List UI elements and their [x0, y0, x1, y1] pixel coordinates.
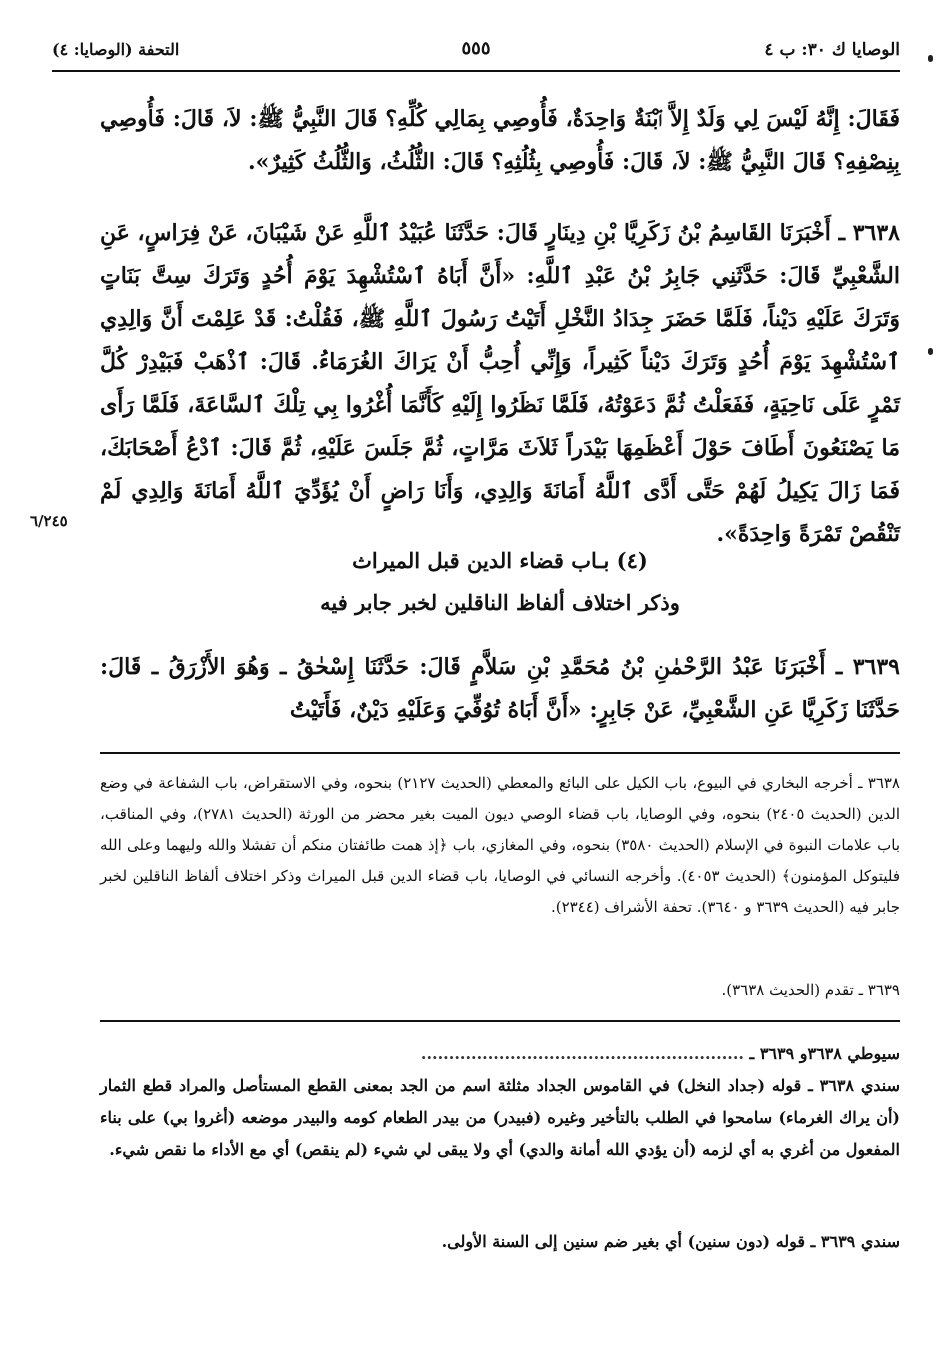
suyuti-label: سيوطي ٣٦٣٨و ٣٦٣٩ ـ [749, 1044, 900, 1063]
sindi-3638: سندي ٣٦٣٨ ـ قوله (جداد النخل) في القاموس الجداد مثلثة اسم من الجد بمعنى القطع المستأصل والمراد قطع الثمار (أن يراك الغرماء) سامحوا في الطلب بالتأخير وغيره (فبيدر) من بيدر الطعام كومه والبيدر موضعه (أغروا بي) على بناء المفعول من أغري به أي لزمه (أن يؤدي الله أمانة والدي) أي ولا يبقى لي شيء (لم ينقص) أي مع الأداء ما نقص شيء. [100, 1076, 901, 1159]
chapter-heading: (٤) بـاب قضاء الدين قبل الميراث [352, 548, 648, 573]
footnote-divider [100, 752, 900, 754]
header-tuhfa-ref: التحفة (الوصايا: ٤) [52, 40, 180, 59]
chapter-subheading: وذكر اختلاف ألفاظ الناقلين لخبر جابر فيه [320, 590, 680, 615]
hadith-3638: ٣٦٣٨ ـ أَخْبَرَنَا القَاسِمُ بْنُ زَكَرِيَّا بْنِ دِينَارٍ قَالَ: حَدَّثَنَا عُبَيْدُ ٱللَّهِ عَنْ شَيْبَانَ، عَنْ فِرَاسٍ، عَنِ الشَّعْبِيِّ قَالَ: حَدَّثَنِي جَابِرُ بْنُ عَبْدِ ٱللَّهِ: «أَنَّ أَبَاهُ ٱسْتُشْهِدَ يَوْمَ أُحُدٍ وَتَرَكَ سِتَّ بَنَاتٍ وَتَرَكَ عَلَيْهِ دَيْناً، فَلَمَّا حَضَرَ جِدَادُ النَّخْلِ أَتَيْتُ رَسُولَ ٱللَّهِ ﷺ، فَقُلْتُ: قَدْ عَلِمْتَ أَنَّ وَالِدِي ٱسْتُشْهِدَ يَوْمَ أُحُدٍ وَتَرَكَ دَيْناً كَثِيراً، وَإِنِّي أُحِبُّ أَنْ يَرَاكَ الغُرَمَاءُ. قَالَ: ٱذْهَبْ فَبَيْدِرْ كُلَّ تَمْرٍ عَلَى نَاحِيَةٍ، فَفَعَلْتُ ثُمَّ دَعَوْتُهُ، فَلَمَّا نَظَرُوا إِلَيْهِ كَأَنَّمَا أُغْرُوا بِي تِلْكَ ٱلسَّاعَةَ، فَلَمَّا رَأَى مَا يَصْنَعُونَ أَطَافَ حَوْلَ أَعْظَمِهَا بَيْدَراً ثَلاَثَ مَرَّاتٍ، ثُمَّ جَلَسَ عَلَيْهِ، ثُمَّ قَالَ: ٱدْعُ أَصْحَابَكَ، فَمَا زَالَ يَكِيلُ لَهُمْ حَتَّى أَدَّى ٱللَّهُ أَمَانَةَ وَالِدِي، وَأَنَا رَاضٍ أَنْ يُؤَدِّيَ ٱللَّهُ أَمَانَةَ وَالِدِي لَمْ تَنْقُصْ تَمْرَةً وَاحِدَةً». [100, 220, 900, 547]
page-number: ٥٥٥ [461, 38, 491, 59]
dot-leader: .......................................................... [420, 1044, 744, 1063]
scan-speck [928, 348, 933, 355]
hadith-continuation: فَقَالَ: إِنَّهُ لَيْسَ لِي وَلَدٌ إِلاَّ ٱبْنَةٌ وَاحِدَةٌ، فَأُوصِي بِمَالِي كُلِّهِ؟ قَالَ النَّبِيُّ ﷺ: لاَ، قَالَ: فَأُوصِي بِنِصْفِهِ؟ قَالَ النَّبِيُّ ﷺ: لاَ، قَالَ: فَأُوصِي بِثُلُثِهِ؟ قَالَ: الثُّلُثُ، وَالثُّلُثُ كَثِيرٌ». [100, 106, 900, 175]
margin-reference: ٦/٢٤٥ [30, 512, 68, 530]
sindi-3639: سندي ٣٦٣٩ ـ قوله (دون سنين) أي بغير ضم سنين إلى السنة الأولى. [441, 1232, 900, 1251]
page-header [52, 38, 900, 72]
header-chapter-ref: الوصايا ك ٣٠: ب ٤ [764, 40, 900, 60]
scan-speck [928, 55, 933, 62]
commentary-divider [100, 1020, 900, 1022]
footnote-3639: ٣٦٣٩ ـ تقدم (الحديث ٣٦٣٨). [721, 981, 900, 999]
footnote-3638: ٣٦٣٨ ـ أخرجه البخاري في البيوع، باب الكيل على البائع والمعطي (الحديث ٢١٢٧) بنحوه، وفي الاستقراض، باب الشفاعة في وضع الدين (الحديث ٢٤٠٥) بنحوه، وفي الوصايا، باب قضاء الوصي ديون الميت بغير محضر من الورثة (الحديث ٢٧٨١)، وفي المناقب، باب علامات النبوة في الإسلام (الحديث ٣٥٨٠) بنحوه، وفي المغازي، باب ﴿إذ همت طائفتان منكم أن تفشلا والله وليهما وعلى الله فليتوكل المؤمنون﴾ (الحديث ٤٠٥٣). وأخرجه النسائي في الوصايا، باب قضاء الدين قبل الميراث وذكر اختلاف ألفاظ الناقلين لخبر جابر فيه (الحديث ٣٦٣٩ و ٣٦٤٠). تحفة الأشراف (٢٣٤٤). [100, 774, 901, 916]
suyuti-line [100, 1038, 900, 1070]
hadith-3639: ٣٦٣٩ ـ أَخْبَرَنَا عَبْدُ الرَّحْمٰنِ بْنُ مُحَمَّدِ بْنِ سَلاَّمٍ قَالَ: حَدَّثَنَا إِسْحٰقُ ـ وَهُوَ الأَزْرَقُ ـ قَالَ: حَدَّثَنَا زَكَرِيَّا عَنِ الشَّعْبِيِّ، عَنْ جَابِرٍ: «أَنَّ أَبَاهُ تُوُفِّيَ وَعَلَيْهِ دَيْنٌ، فَأَتَيْتُ [100, 654, 900, 723]
